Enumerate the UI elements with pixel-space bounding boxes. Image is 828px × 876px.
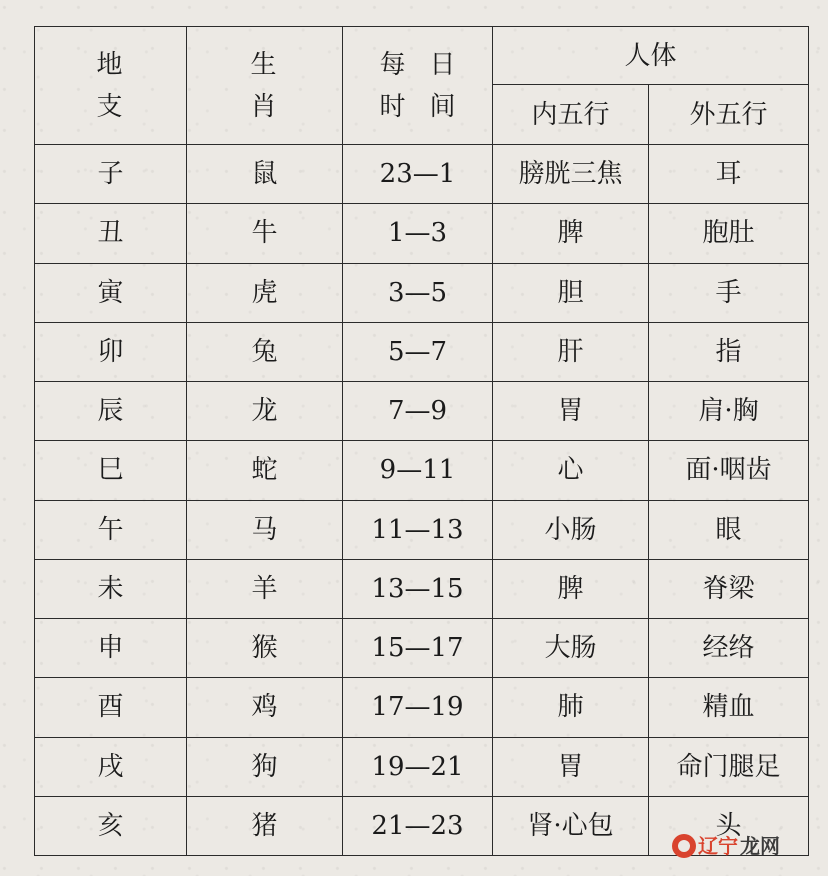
cell-nei-wuxing: 胃 (493, 382, 649, 441)
header-meiri-char-2: 日 (429, 49, 456, 80)
watermark-text-part-1: 辽宁 (698, 834, 738, 858)
cell-wai-wuxing: 手 (649, 263, 809, 322)
cell-shengxiao: 狗 (187, 737, 343, 796)
table-row (35, 204, 809, 263)
table-row (35, 322, 809, 381)
cell-dizhi: 卯 (35, 322, 187, 381)
cell-time: 1—3 (343, 204, 493, 263)
header-wai-wuxing: 外五行 (649, 85, 809, 145)
cell-shengxiao: 马 (187, 500, 343, 559)
cell-time: 15—17 (343, 619, 493, 678)
header-meiri-shijian (343, 27, 493, 145)
header-shengxiao-line-2: 肖 (250, 91, 279, 122)
header-dizhi-line-2: 支 (96, 91, 125, 122)
table-header-row (35, 27, 809, 85)
watermark-logo-icon (672, 834, 696, 858)
cell-dizhi: 未 (35, 559, 187, 618)
table-row (35, 145, 809, 204)
cell-shengxiao: 猪 (187, 796, 343, 855)
table-row (35, 737, 809, 796)
cell-wai-wuxing: 胞肚 (649, 204, 809, 263)
cell-time: 7—9 (343, 382, 493, 441)
cell-dizhi: 寅 (35, 263, 187, 322)
header-shengxiao (187, 27, 343, 145)
table-row (35, 263, 809, 322)
cell-dizhi: 辰 (35, 382, 187, 441)
header-meiri-line-2 (343, 86, 492, 128)
table-row (35, 500, 809, 559)
header-meiri-line-1 (343, 44, 492, 86)
cell-nei-wuxing: 大肠 (493, 619, 649, 678)
cell-wai-wuxing: 头 (649, 796, 809, 855)
site-watermark (672, 834, 780, 858)
cell-time: 23—1 (343, 145, 493, 204)
header-shengxiao-line-1: 生 (250, 49, 279, 80)
cell-time: 17—19 (343, 678, 493, 737)
cell-wai-wuxing: 面·咽齿 (649, 441, 809, 500)
table-row (35, 382, 809, 441)
cell-shengxiao: 龙 (187, 382, 343, 441)
cell-nei-wuxing: 小肠 (493, 500, 649, 559)
cell-wai-wuxing: 眼 (649, 500, 809, 559)
cell-dizhi: 丑 (35, 204, 187, 263)
cell-time: 5—7 (343, 322, 493, 381)
cell-shengxiao: 羊 (187, 559, 343, 618)
cell-nei-wuxing: 心 (493, 441, 649, 500)
table-row (35, 559, 809, 618)
zodiac-table (34, 26, 809, 856)
cell-shengxiao: 牛 (187, 204, 343, 263)
table-row (35, 678, 809, 737)
cell-time: 3—5 (343, 263, 493, 322)
cell-nei-wuxing: 肾·心包 (493, 796, 649, 855)
header-dizhi (35, 27, 187, 145)
cell-time: 21—23 (343, 796, 493, 855)
zodiac-table-page (34, 26, 808, 856)
cell-nei-wuxing: 肝 (493, 322, 649, 381)
header-nei-wuxing: 内五行 (493, 85, 649, 145)
cell-dizhi: 申 (35, 619, 187, 678)
cell-shengxiao: 鼠 (187, 145, 343, 204)
cell-wai-wuxing: 脊梁 (649, 559, 809, 618)
cell-time: 13—15 (343, 559, 493, 618)
cell-dizhi: 巳 (35, 441, 187, 500)
header-meiri-char-1: 每 (379, 49, 406, 80)
cell-dizhi: 午 (35, 500, 187, 559)
cell-nei-wuxing: 胃 (493, 737, 649, 796)
cell-shengxiao: 蛇 (187, 441, 343, 500)
table-body (35, 145, 809, 856)
table-row (35, 441, 809, 500)
cell-dizhi: 戌 (35, 737, 187, 796)
cell-time: 11—13 (343, 500, 493, 559)
watermark-text-part-2: 龙网 (740, 834, 780, 858)
cell-wai-wuxing: 经络 (649, 619, 809, 678)
table-row (35, 619, 809, 678)
cell-wai-wuxing: 指 (649, 322, 809, 381)
cell-wai-wuxing: 肩·胸 (649, 382, 809, 441)
cell-nei-wuxing: 脾 (493, 559, 649, 618)
header-shijian-char-1: 时 (379, 91, 406, 122)
header-dizhi-line-1: 地 (96, 49, 125, 80)
header-shijian-char-2: 间 (429, 91, 456, 122)
cell-dizhi: 酉 (35, 678, 187, 737)
header-renti: 人体 (493, 27, 809, 85)
cell-time: 9—11 (343, 441, 493, 500)
cell-dizhi: 亥 (35, 796, 187, 855)
cell-wai-wuxing: 命门腿足 (649, 737, 809, 796)
cell-wai-wuxing: 精血 (649, 678, 809, 737)
cell-dizhi: 子 (35, 145, 187, 204)
cell-shengxiao: 鸡 (187, 678, 343, 737)
cell-shengxiao: 虎 (187, 263, 343, 322)
cell-nei-wuxing: 脾 (493, 204, 649, 263)
cell-shengxiao: 兔 (187, 322, 343, 381)
cell-nei-wuxing: 肺 (493, 678, 649, 737)
cell-time: 19—21 (343, 737, 493, 796)
cell-nei-wuxing: 膀胱三焦 (493, 145, 649, 204)
cell-shengxiao: 猴 (187, 619, 343, 678)
cell-wai-wuxing: 耳 (649, 145, 809, 204)
cell-nei-wuxing: 胆 (493, 263, 649, 322)
